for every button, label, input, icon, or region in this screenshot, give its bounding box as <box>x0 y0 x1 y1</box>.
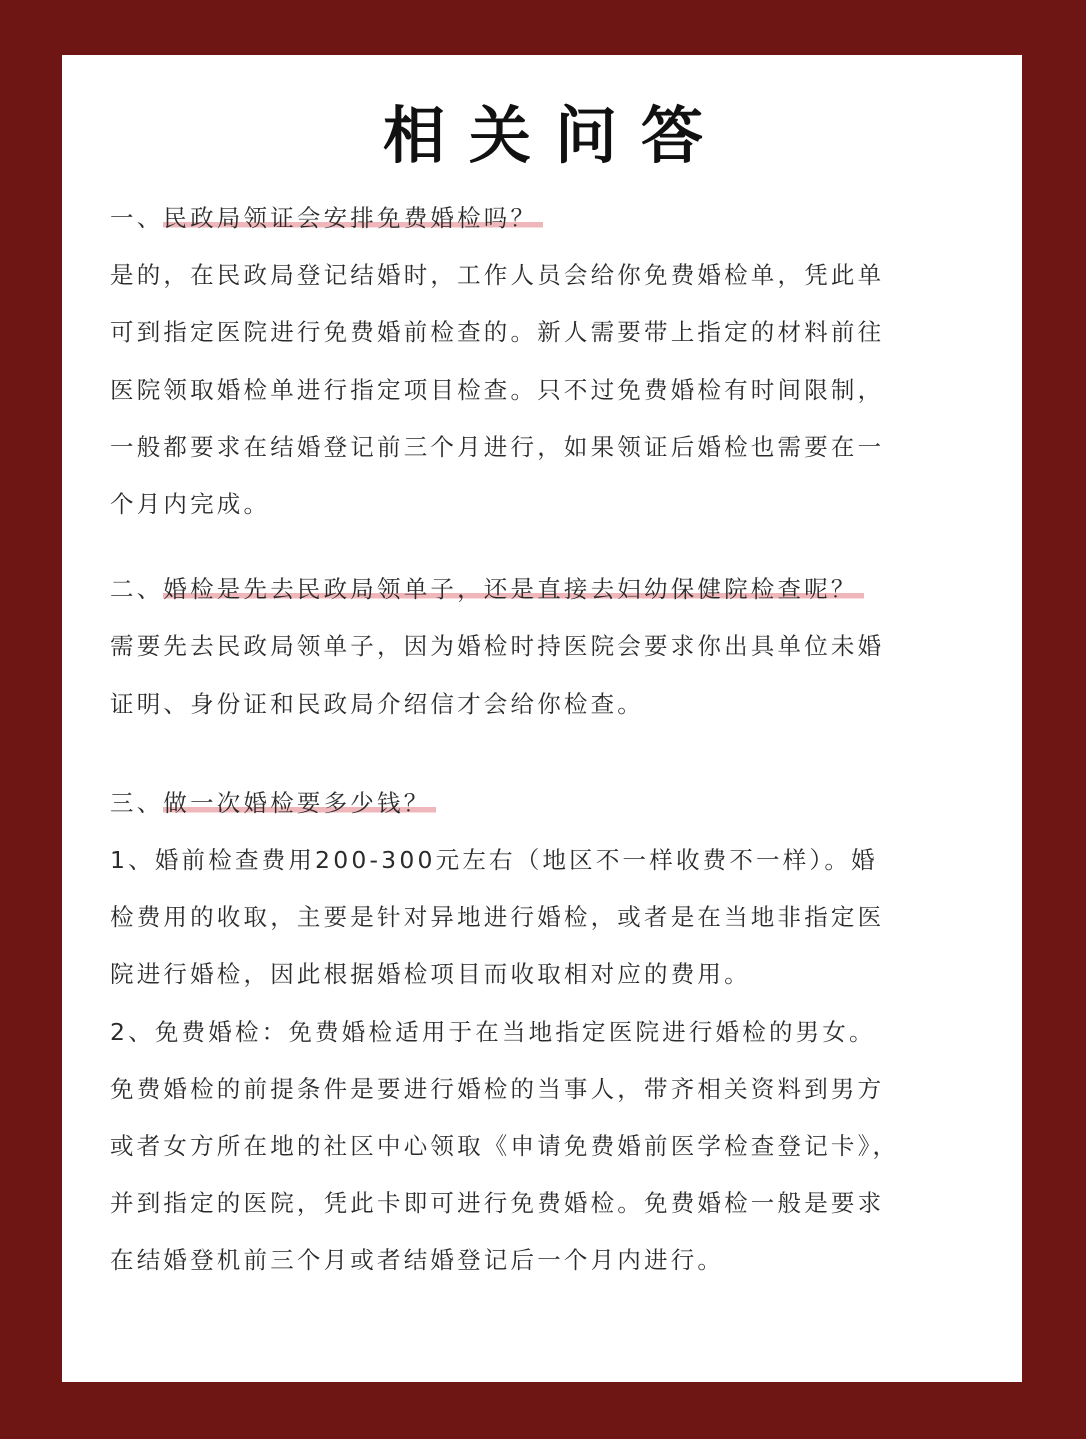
answer-line: 2、免费婚检：免费婚检适用于在当地指定医院进行婚检的男女。 <box>110 1017 876 1046</box>
answer-line: 免费婚检的前提条件是要进行婚检的当事人，带齐相关资料到男方 <box>110 1074 885 1103</box>
answer-line: 1、婚前检查费用200-300元左右（地区不一样收费不一样）。婚 <box>110 846 878 875</box>
answer-line: 医院领取婚检单进行指定项目检查。只不过免费婚检有时间限制， <box>110 375 885 404</box>
answer-line: 或者女方所在地的社区中心领取《申请免费婚前医学检查登记卡》， <box>110 1132 900 1161</box>
answer-line: 检费用的收取，主要是针对异地进行婚检，或者是在当地非指定医 <box>110 903 885 932</box>
answer-2 <box>110 618 990 732</box>
question-3 <box>110 775 990 832</box>
answer-line: 一般都要求在结婚登记前三个月进行，如果领证后婚检也需要在一 <box>110 432 885 461</box>
answer-3 <box>110 832 990 1290</box>
qa-list <box>110 190 990 1290</box>
qa-item-2 <box>110 561 990 733</box>
answer-line: 是的，在民政局登记结婚时，工作人员会给你免费婚检单，凭此单 <box>110 261 885 290</box>
answer-1 <box>110 247 990 533</box>
spacer <box>110 733 990 775</box>
qa-item-3 <box>110 775 990 1290</box>
answer-line: 院进行婚检，因此根据婚检项目而收取相对应的费用。 <box>110 960 751 989</box>
question-number: 三、 <box>110 788 164 817</box>
answer-line: 并到指定的医院，凭此卡即可进行免费婚检。免费婚检一般是要求 <box>110 1189 885 1218</box>
answer-line: 可到指定医院进行免费婚前检查的。新人需要带上指定的材料前往 <box>110 318 885 347</box>
answer-line: 个月内完成。 <box>110 490 271 519</box>
question-text: 民政局领证会安排免费婚检吗？ <box>163 204 543 232</box>
page-title: 相关问答 <box>382 99 727 172</box>
question-text: 做一次婚检要多少钱？ <box>163 789 436 817</box>
question-number: 二、 <box>110 575 164 604</box>
answer-line: 需要先去民政局领单子，因为婚检时持医院会要求你出具单位未婚 <box>110 632 885 661</box>
question-number: 一、 <box>110 204 164 232</box>
answer-line: 在结婚登机前三个月或者结婚登记后一个月内进行。 <box>110 1246 725 1275</box>
answer-line: 证明、身份证和民政局介绍信才会给你检查。 <box>110 689 644 718</box>
qa-item-1 <box>110 190 990 533</box>
question-2 <box>110 561 990 618</box>
question-text: 婚检是先去民政局领单子，还是直接去妇幼保健院检查呢？ <box>163 575 863 603</box>
question-1 <box>110 190 990 247</box>
spacer <box>110 533 990 561</box>
